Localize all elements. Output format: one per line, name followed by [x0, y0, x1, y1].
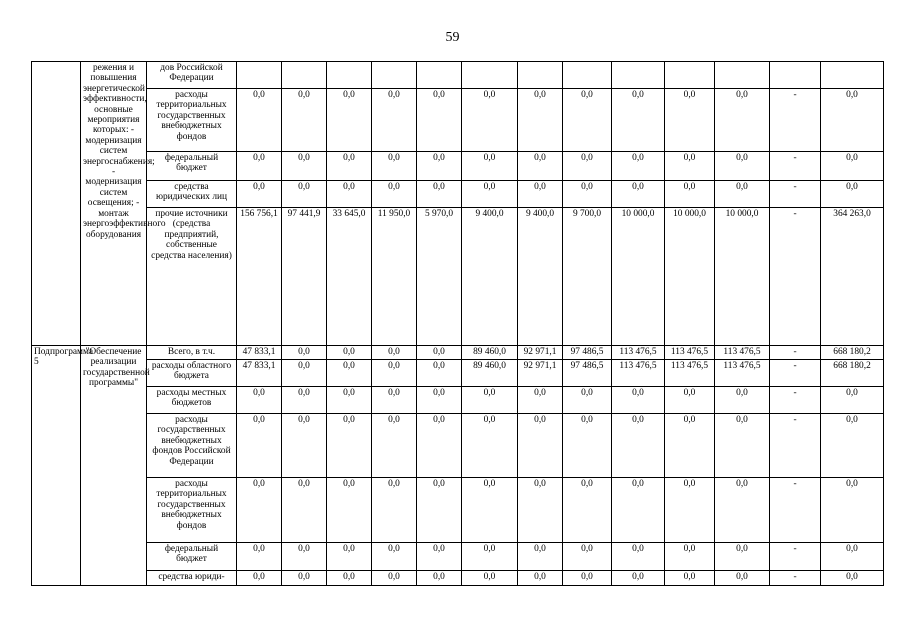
value-cell: 0,0 — [612, 478, 665, 543]
table-row — [32, 543, 884, 571]
value-cell: 0,0 — [665, 571, 715, 586]
value-cell: - — [770, 478, 821, 543]
value-cell: 0,0 — [372, 414, 417, 478]
value-cell: 0,0 — [237, 89, 282, 152]
value-cell: - — [770, 208, 821, 346]
value-cell: 0,0 — [372, 346, 417, 360]
table-row — [32, 360, 884, 387]
subprogram-code-cell: Подпрограмма 5 — [32, 346, 81, 586]
value-cell: 9 700,0 — [563, 208, 612, 346]
value-cell: 0,0 — [612, 152, 665, 181]
value-cell: 0,0 — [612, 181, 665, 208]
table-row — [32, 89, 884, 152]
value-cell: 0,0 — [665, 414, 715, 478]
value-cell: 0,0 — [612, 414, 665, 478]
value-cell: 10 000,0 — [665, 208, 715, 346]
value-cell: 47 833,1 — [237, 360, 282, 387]
value-cell: 0,0 — [821, 387, 884, 414]
value-cell: 0,0 — [327, 543, 372, 571]
table-row — [32, 414, 884, 478]
value-cell: 0,0 — [612, 571, 665, 586]
budget-table — [31, 61, 884, 586]
value-cell: 0,0 — [327, 89, 372, 152]
value-cell: 0,0 — [327, 478, 372, 543]
value-cell — [327, 62, 372, 89]
value-cell: 11 950,0 — [372, 208, 417, 346]
value-cell: 92 971,1 — [518, 346, 563, 360]
value-cell: 0,0 — [417, 387, 462, 414]
value-cell: 0,0 — [821, 478, 884, 543]
value-cell: 0,0 — [237, 414, 282, 478]
value-cell — [612, 62, 665, 89]
value-cell: 0,0 — [563, 571, 612, 586]
value-cell: 0,0 — [462, 181, 518, 208]
value-cell: 0,0 — [237, 152, 282, 181]
value-cell — [282, 62, 327, 89]
value-cell: 0,0 — [612, 89, 665, 152]
value-cell: 0,0 — [563, 478, 612, 543]
value-cell: 0,0 — [563, 152, 612, 181]
funding-source-cell: федеральный бюджет — [147, 152, 237, 181]
value-cell: 668 180,2 — [821, 346, 884, 360]
value-cell: 0,0 — [282, 89, 327, 152]
value-cell: 0,0 — [327, 571, 372, 586]
value-cell: 0,0 — [372, 89, 417, 152]
value-cell — [462, 62, 518, 89]
value-cell: 0,0 — [282, 181, 327, 208]
value-cell: 0,0 — [327, 152, 372, 181]
value-cell: 0,0 — [715, 89, 770, 152]
value-cell: 0,0 — [563, 89, 612, 152]
table-row — [32, 346, 884, 360]
value-cell: 0,0 — [282, 360, 327, 387]
value-cell: 0,0 — [665, 181, 715, 208]
value-cell: 0,0 — [417, 543, 462, 571]
value-cell: 0,0 — [821, 414, 884, 478]
value-cell: 0,0 — [417, 360, 462, 387]
program-code-cell — [32, 62, 81, 346]
value-cell: 0,0 — [715, 543, 770, 571]
value-cell: 0,0 — [665, 478, 715, 543]
value-cell: 0,0 — [372, 571, 417, 586]
value-cell: 0,0 — [372, 360, 417, 387]
value-cell: 10 000,0 — [612, 208, 665, 346]
value-cell: 9 400,0 — [518, 208, 563, 346]
value-cell: 0,0 — [462, 543, 518, 571]
value-cell: 0,0 — [612, 543, 665, 571]
value-cell: 0,0 — [518, 152, 563, 181]
value-cell: 0,0 — [612, 387, 665, 414]
value-cell: 0,0 — [665, 152, 715, 181]
value-cell: - — [770, 360, 821, 387]
value-cell: 0,0 — [417, 152, 462, 181]
value-cell: 0,0 — [563, 387, 612, 414]
value-cell: 113 476,5 — [612, 360, 665, 387]
value-cell: 0,0 — [417, 346, 462, 360]
value-cell — [237, 62, 282, 89]
value-cell: 97 441,9 — [282, 208, 327, 346]
value-cell: 0,0 — [518, 543, 563, 571]
value-cell: 89 460,0 — [462, 360, 518, 387]
value-cell: - — [770, 89, 821, 152]
value-cell: 0,0 — [518, 181, 563, 208]
value-cell: 0,0 — [518, 571, 563, 586]
value-cell: 0,0 — [282, 543, 327, 571]
value-cell — [372, 62, 417, 89]
value-cell: 0,0 — [372, 543, 417, 571]
value-cell: - — [770, 346, 821, 360]
value-cell: 0,0 — [327, 346, 372, 360]
value-cell: 0,0 — [417, 181, 462, 208]
value-cell: 0,0 — [327, 181, 372, 208]
value-cell: 0,0 — [327, 360, 372, 387]
value-cell: 0,0 — [665, 543, 715, 571]
value-cell: 0,0 — [237, 543, 282, 571]
value-cell — [770, 62, 821, 89]
value-cell — [417, 62, 462, 89]
value-cell: 0,0 — [518, 478, 563, 543]
value-cell: 0,0 — [417, 414, 462, 478]
value-cell: 0,0 — [417, 478, 462, 543]
value-cell: 0,0 — [372, 181, 417, 208]
funding-source-cell: дов Российской Федерации — [147, 62, 237, 89]
value-cell: 0,0 — [563, 414, 612, 478]
value-cell: 0,0 — [327, 387, 372, 414]
value-cell: 0,0 — [417, 571, 462, 586]
value-cell: 97 486,5 — [563, 360, 612, 387]
value-cell: 0,0 — [715, 387, 770, 414]
value-cell: 0,0 — [518, 414, 563, 478]
table-row — [32, 387, 884, 414]
table-body — [32, 62, 884, 586]
value-cell: 0,0 — [282, 414, 327, 478]
value-cell: 0,0 — [237, 478, 282, 543]
value-cell: 0,0 — [282, 387, 327, 414]
table-row — [32, 181, 884, 208]
page-number: 59 — [445, 30, 460, 45]
value-cell: 0,0 — [821, 571, 884, 586]
value-cell: 89 460,0 — [462, 346, 518, 360]
funding-source-cell: средства юриди- — [147, 571, 237, 586]
value-cell: 0,0 — [462, 414, 518, 478]
value-cell: - — [770, 543, 821, 571]
value-cell: 97 486,5 — [563, 346, 612, 360]
value-cell: - — [770, 414, 821, 478]
value-cell: 0,0 — [372, 478, 417, 543]
value-cell: 113 476,5 — [612, 346, 665, 360]
value-cell: 113 476,5 — [665, 360, 715, 387]
value-cell: 0,0 — [462, 89, 518, 152]
value-cell: - — [770, 387, 821, 414]
value-cell: 0,0 — [563, 543, 612, 571]
value-cell — [563, 62, 612, 89]
value-cell: 0,0 — [282, 152, 327, 181]
value-cell — [821, 62, 884, 89]
value-cell: 0,0 — [821, 181, 884, 208]
value-cell: 0,0 — [715, 414, 770, 478]
value-cell: 9 400,0 — [462, 208, 518, 346]
value-cell: 0,0 — [518, 387, 563, 414]
value-cell: 0,0 — [665, 387, 715, 414]
value-cell: 0,0 — [417, 89, 462, 152]
value-cell: - — [770, 152, 821, 181]
value-cell — [518, 62, 563, 89]
value-cell: 0,0 — [518, 89, 563, 152]
value-cell — [715, 62, 770, 89]
value-cell: 0,0 — [372, 387, 417, 414]
value-cell: 10 000,0 — [715, 208, 770, 346]
funding-source-cell: расходы местных бюджетов — [147, 387, 237, 414]
value-cell: 0,0 — [237, 571, 282, 586]
value-cell: 0,0 — [372, 152, 417, 181]
value-cell: 668 180,2 — [821, 360, 884, 387]
value-cell: 0,0 — [282, 478, 327, 543]
value-cell: - — [770, 571, 821, 586]
value-cell: 5 970,0 — [417, 208, 462, 346]
value-cell: 0,0 — [462, 152, 518, 181]
value-cell: 92 971,1 — [518, 360, 563, 387]
value-cell: 0,0 — [821, 89, 884, 152]
funding-source-cell: средства юридических лиц — [147, 181, 237, 208]
program-description-cell: режения и повышения энергетической эффективности, основные мероприятия которых: - модернизация систем энергоснабжения; - модернизация систем освещения; - монтаж энергоэффективного оборудования — [81, 62, 147, 346]
value-cell: 0,0 — [462, 387, 518, 414]
funding-source-cell: прочие источники (средства предприятий, собственные средства населения) — [147, 208, 237, 346]
value-cell: 0,0 — [237, 181, 282, 208]
value-cell: 0,0 — [327, 414, 372, 478]
table-row — [32, 62, 884, 89]
funding-source-cell: расходы территориальных государственных внебюджетных фондов — [147, 89, 237, 152]
value-cell: 0,0 — [821, 152, 884, 181]
value-cell: 0,0 — [237, 387, 282, 414]
subprogram-description-cell: "Обеспечение реализации государственной программы" — [81, 346, 147, 586]
value-cell: 0,0 — [715, 478, 770, 543]
value-cell — [665, 62, 715, 89]
value-cell: 0,0 — [665, 89, 715, 152]
value-cell: 0,0 — [715, 152, 770, 181]
value-cell: 0,0 — [715, 181, 770, 208]
value-cell: 0,0 — [282, 571, 327, 586]
value-cell: 0,0 — [821, 543, 884, 571]
table-row — [32, 478, 884, 543]
funding-source-cell: федеральный бюджет — [147, 543, 237, 571]
value-cell: 364 263,0 — [821, 208, 884, 346]
value-cell: 113 476,5 — [665, 346, 715, 360]
funding-source-cell: расходы областного бюджета — [147, 360, 237, 387]
value-cell: 33 645,0 — [327, 208, 372, 346]
value-cell: 113 476,5 — [715, 346, 770, 360]
value-cell: 0,0 — [462, 478, 518, 543]
value-cell: 0,0 — [563, 181, 612, 208]
value-cell: 113 476,5 — [715, 360, 770, 387]
value-cell: 47 833,1 — [237, 346, 282, 360]
value-cell: - — [770, 181, 821, 208]
value-cell: 0,0 — [282, 346, 327, 360]
table-row — [32, 152, 884, 181]
value-cell: 0,0 — [462, 571, 518, 586]
table-row — [32, 571, 884, 586]
value-cell: 156 756,1 — [237, 208, 282, 346]
funding-source-cell: расходы территориальных государственных внебюджетных фондов — [147, 478, 237, 543]
funding-source-cell: Всего, в т.ч. — [147, 346, 237, 360]
value-cell: 0,0 — [715, 571, 770, 586]
funding-source-cell: расходы государственных внебюджетных фондов Российской Федерации — [147, 414, 237, 478]
